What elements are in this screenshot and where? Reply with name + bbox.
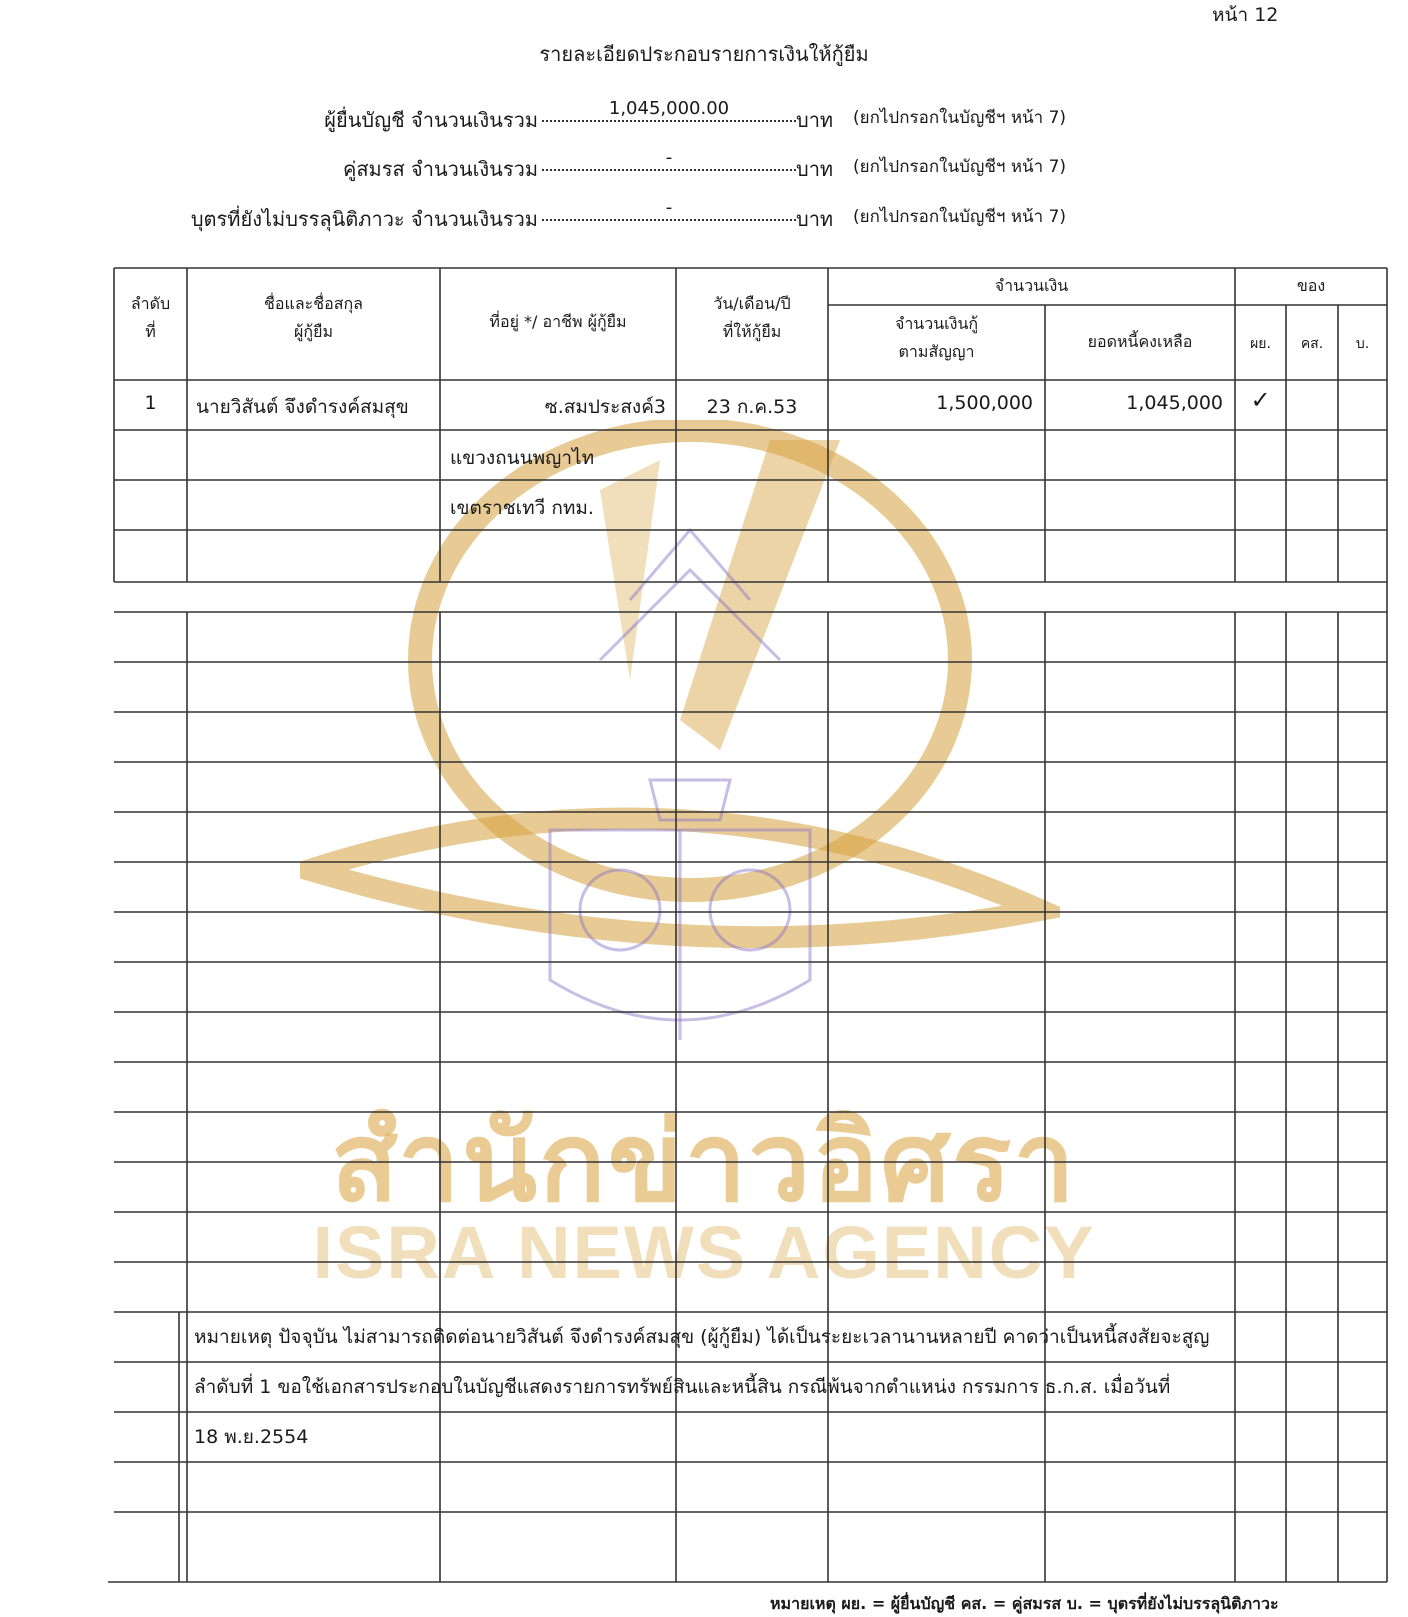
header-name-line2: ผู้กู้ยืม [294,322,333,341]
summary-note: (ยกไปกรอกในบัญชีฯ หน้า 7) [853,108,1067,128]
summary-label: คู่สมรส จำนวนเงินรวม [342,157,538,181]
remark-line-3: 18 พ.ย.2554 [194,1426,309,1448]
row-balance: 1,045,000 [1126,392,1223,414]
page-title: รายละเอียดประกอบรายการเงินให้กู้ยืม [539,42,869,66]
row-address-1: ซ.สมประสงค์3 [544,396,666,418]
owner-check-icon: ✓ [1250,386,1271,414]
summary-note: (ยกไปกรอกในบัญชีฯ หน้า 7) [853,207,1067,227]
summary-value: - [542,197,796,221]
row-loan: 1,500,000 [936,392,1033,414]
header-no [114,290,187,346]
summary-unit: บาท [796,157,834,181]
summary-label: ผู้ยื่นบัญชี จำนวนเงินรวม [324,108,538,132]
header-owner-group: ของ [1296,276,1326,295]
watermark-english: ISRA NEWS AGENCY [312,1211,1096,1294]
header-loan-line1: จำนวนเงินกู้ [894,314,979,333]
header-loan [828,310,1045,366]
row-address-2: แขวงถนนพญาไท [450,447,595,469]
page-number: หน้า 12 [1212,4,1279,26]
header-no-line2: ที่ [145,322,156,341]
summary-label: บุตรที่ยังไม่บรรลุนิติภาวะ จำนวนเงินรวม [190,207,538,231]
header-owner-spouse: คส. [1300,336,1324,352]
footer-note: หมายเหตุ ผย. = ผู้ยื่นบัญชี คส. = คู่สมรส บ. = บุตรที่ยังไม่บรรลุนิติภาวะ [770,1594,1279,1613]
summary-value: 1,045,000.00 [542,98,796,122]
header-date-line1: วัน/เดือน/ปี [713,294,791,313]
watermark-thai: สำนักข่าวอิศรา [330,1101,1078,1224]
header-name-line1: ชื่อและชื่อสกุล [264,294,363,313]
header-owner-child: บ. [1355,336,1370,352]
header-loan-line2: ตามสัญญา [898,342,975,361]
header-no-line1: ลำดับ [130,294,171,313]
header-amount-group: จำนวนเงิน [994,276,1069,295]
summary-note: (ยกไปกรอกในบัญชีฯ หน้า 7) [853,157,1067,177]
row-name: นายวิสันต์ จึงดำรงค์สมสุข [196,396,409,418]
summary-value: - [542,147,796,171]
remark-line-1: หมายเหตุ ปัจจุบัน ไม่สามารถติดต่อนายวิสันต์ จึงดำรงค์สมสุข (ผู้กู้ยืม) ได้เป็นระยะเวลานานหลายปี คาดว่าเป็นหนี้สงสัยจะสูญ [194,1326,1210,1348]
header-name [187,290,440,346]
header-date [676,290,828,346]
header-address: ที่อยู่ */ อาชีพ ผู้กู้ยืม [489,312,627,331]
header-owner-filer: ผย. [1250,336,1271,352]
summary-unit: บาท [796,108,834,132]
header-date-line2: ที่ให้กู้ยืม [722,322,782,341]
header-balance: ยอดหนี้คงเหลือ [1087,332,1193,351]
summary-unit: บาท [796,207,834,231]
row-no: 1 [144,392,157,414]
remark-line-2: ลำดับที่ 1 ขอใช้เอกสารประกอบในบัญชีแสดงรายการทรัพย์สินและหนี้สิน กรณีพ้นจากตำแหน่ง กรรมการ ธ.ก.ส. เมื่อวันที่ [194,1376,1171,1398]
row-address-3: เขตราชเทวี กทม. [450,497,594,519]
row-date: 23 ก.ค.53 [706,396,798,418]
